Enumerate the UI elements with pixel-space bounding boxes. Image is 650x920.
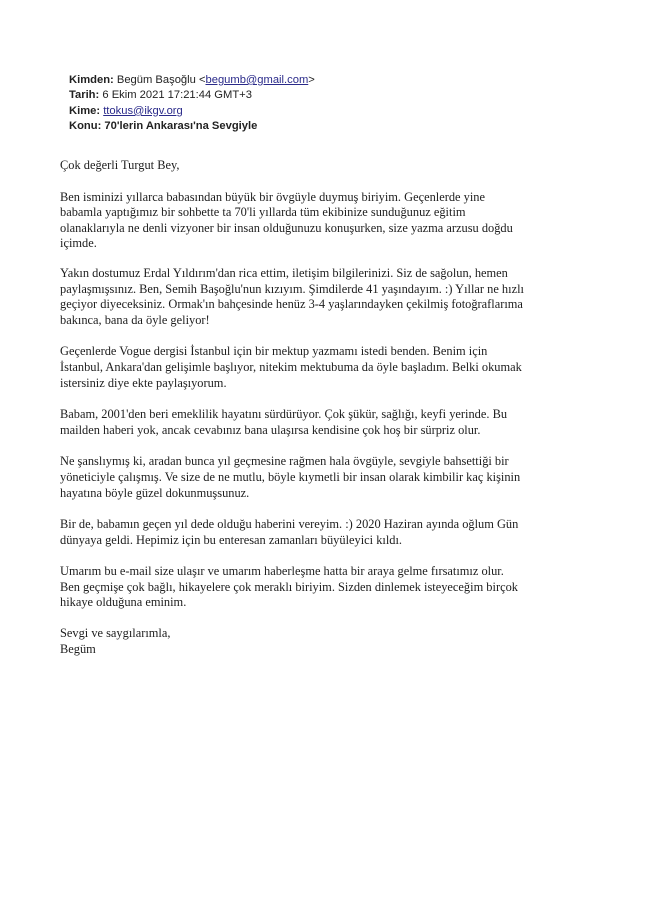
paragraph-line: Umarım bu e-mail size ulaşır ve umarım haberleşme hatta bir araya gelme fırsatımız olur.	[60, 564, 504, 579]
paragraph-line: istersiniz diye ekte paylaşıyorum.	[60, 375, 227, 390]
paragraph-line: dünyaya geldi. Hepimiz için bu enteresan zamanları büyüleyici kıldı.	[60, 532, 403, 547]
paragraph-line: Babam, 2001'den beri emeklilik hayatını sürdürüyor. Çok şükür, sağlığı, keyfi yerinde. Bu	[60, 407, 508, 422]
paragraph-line: yöneticiyle çalışmış. Ve size de ne mutlu, böyle kıymetli bir insan olarak kimbilir kaç kişinin	[60, 469, 521, 484]
date-row	[69, 88, 589, 103]
paragraph-line: olanaklarıyla ne denli vizyoner bir insan olduğunuzu konuşurken, size yazma arzusu doğdu	[60, 220, 513, 235]
salutation: Çok değerli Turgut Bey,	[60, 158, 180, 172]
paragraph-line: Ben isminizi yıllarca babasından büyük bir övgüyle duymuş biriyim. Geçenlerde yine	[60, 189, 485, 204]
paragraph-line: paylaşmışsınız. Ben, Semih Başoğlu'nun kızıyım. Şimdilerde 41 yaşındayım. :) Yıllar ne hızlı	[60, 281, 524, 296]
paragraph-line: Ne şanslıymış ki, aradan bunca yıl geçmesine rağmen hala övgüyle, sevgiyle bahsettiği bir	[60, 454, 509, 469]
paragraph	[60, 454, 600, 501]
paragraph-line: İstanbul, Ankara'dan gelişimle başlıyor, nitekim mektubuma da öyle başladım. Belki okumak	[60, 359, 522, 374]
subject-label: Konu:	[69, 120, 102, 133]
paragraph-line: Yakın dostumuz Erdal Yıldırım'dan rica ettim, iletişim bilgilerinizi. Siz de sağolun, hemen	[60, 265, 508, 280]
to-label: Kime:	[69, 104, 101, 117]
email-header	[69, 73, 589, 135]
paragraph-line: Bir de, babamın geçen yıl dede olduğu haberini vereyim. :) 2020 Haziran ayında oğlum Gün	[60, 517, 519, 532]
subject-value: 70'lerin Ankarası'na Sevgiyle	[104, 120, 258, 133]
paragraph	[60, 344, 600, 391]
paragraph-line: içimde.	[60, 236, 97, 251]
from-email-link[interactable]: begumb@gmail.com	[205, 74, 309, 86]
to-row	[69, 104, 589, 119]
paragraph-line: hikaye olduğuna eminim.	[60, 595, 187, 610]
paragraph	[60, 564, 600, 611]
subject-row	[69, 119, 589, 134]
paragraph	[60, 190, 600, 252]
to-email-link[interactable]: ttokus@ikgv.org	[103, 104, 183, 117]
paragraph-line: hayatına böyle güzel dokunmuşsunuz.	[60, 485, 250, 500]
from-name: Begüm Başoğlu <	[116, 74, 206, 86]
letter-body	[60, 158, 600, 657]
closing	[60, 626, 600, 657]
closing-line: Sevgi ve saygılarımla,	[60, 626, 171, 641]
paragraph-line: mailden haberi yok, ancak cevabınız bana ulaşırsa kendisine çok hoş bir sürpriz olur.	[60, 422, 481, 437]
paragraph-line: geçiyor diyeceksiniz. Ormak'ın bahçesinde henüz 3-4 yaşlarındayken çekilmiş fotoğraflarıma	[60, 297, 523, 312]
paragraph-line: babamla yaptığımız bir sohbette ta 70'li yıllarda tüm ekibinize sunduğunuz eğitim	[60, 205, 466, 220]
date-label: Tarih:	[69, 89, 100, 102]
paragraph-line: bakınca, bana da öyle geliyor!	[60, 312, 210, 327]
paragraph	[60, 517, 600, 548]
paragraph	[60, 407, 600, 438]
paragraph	[60, 266, 600, 328]
paragraph-line: Geçenlerde Vogue dergisi İstanbul için bir mektup yazmamı istedi benden. Benim için	[60, 344, 488, 359]
signature: Begüm	[60, 641, 96, 656]
from-row	[69, 73, 589, 88]
from-close: >	[308, 74, 315, 86]
from-label: Kimden:	[69, 74, 114, 86]
paragraph-line: Ben geçmişe çok bağlı, hikayelere çok meraklı biriyim. Sizden dinlemek isteyeceğim birçok	[60, 579, 518, 594]
date-value: 6 Ekim 2021 17:21:44 GMT+3	[102, 89, 252, 102]
